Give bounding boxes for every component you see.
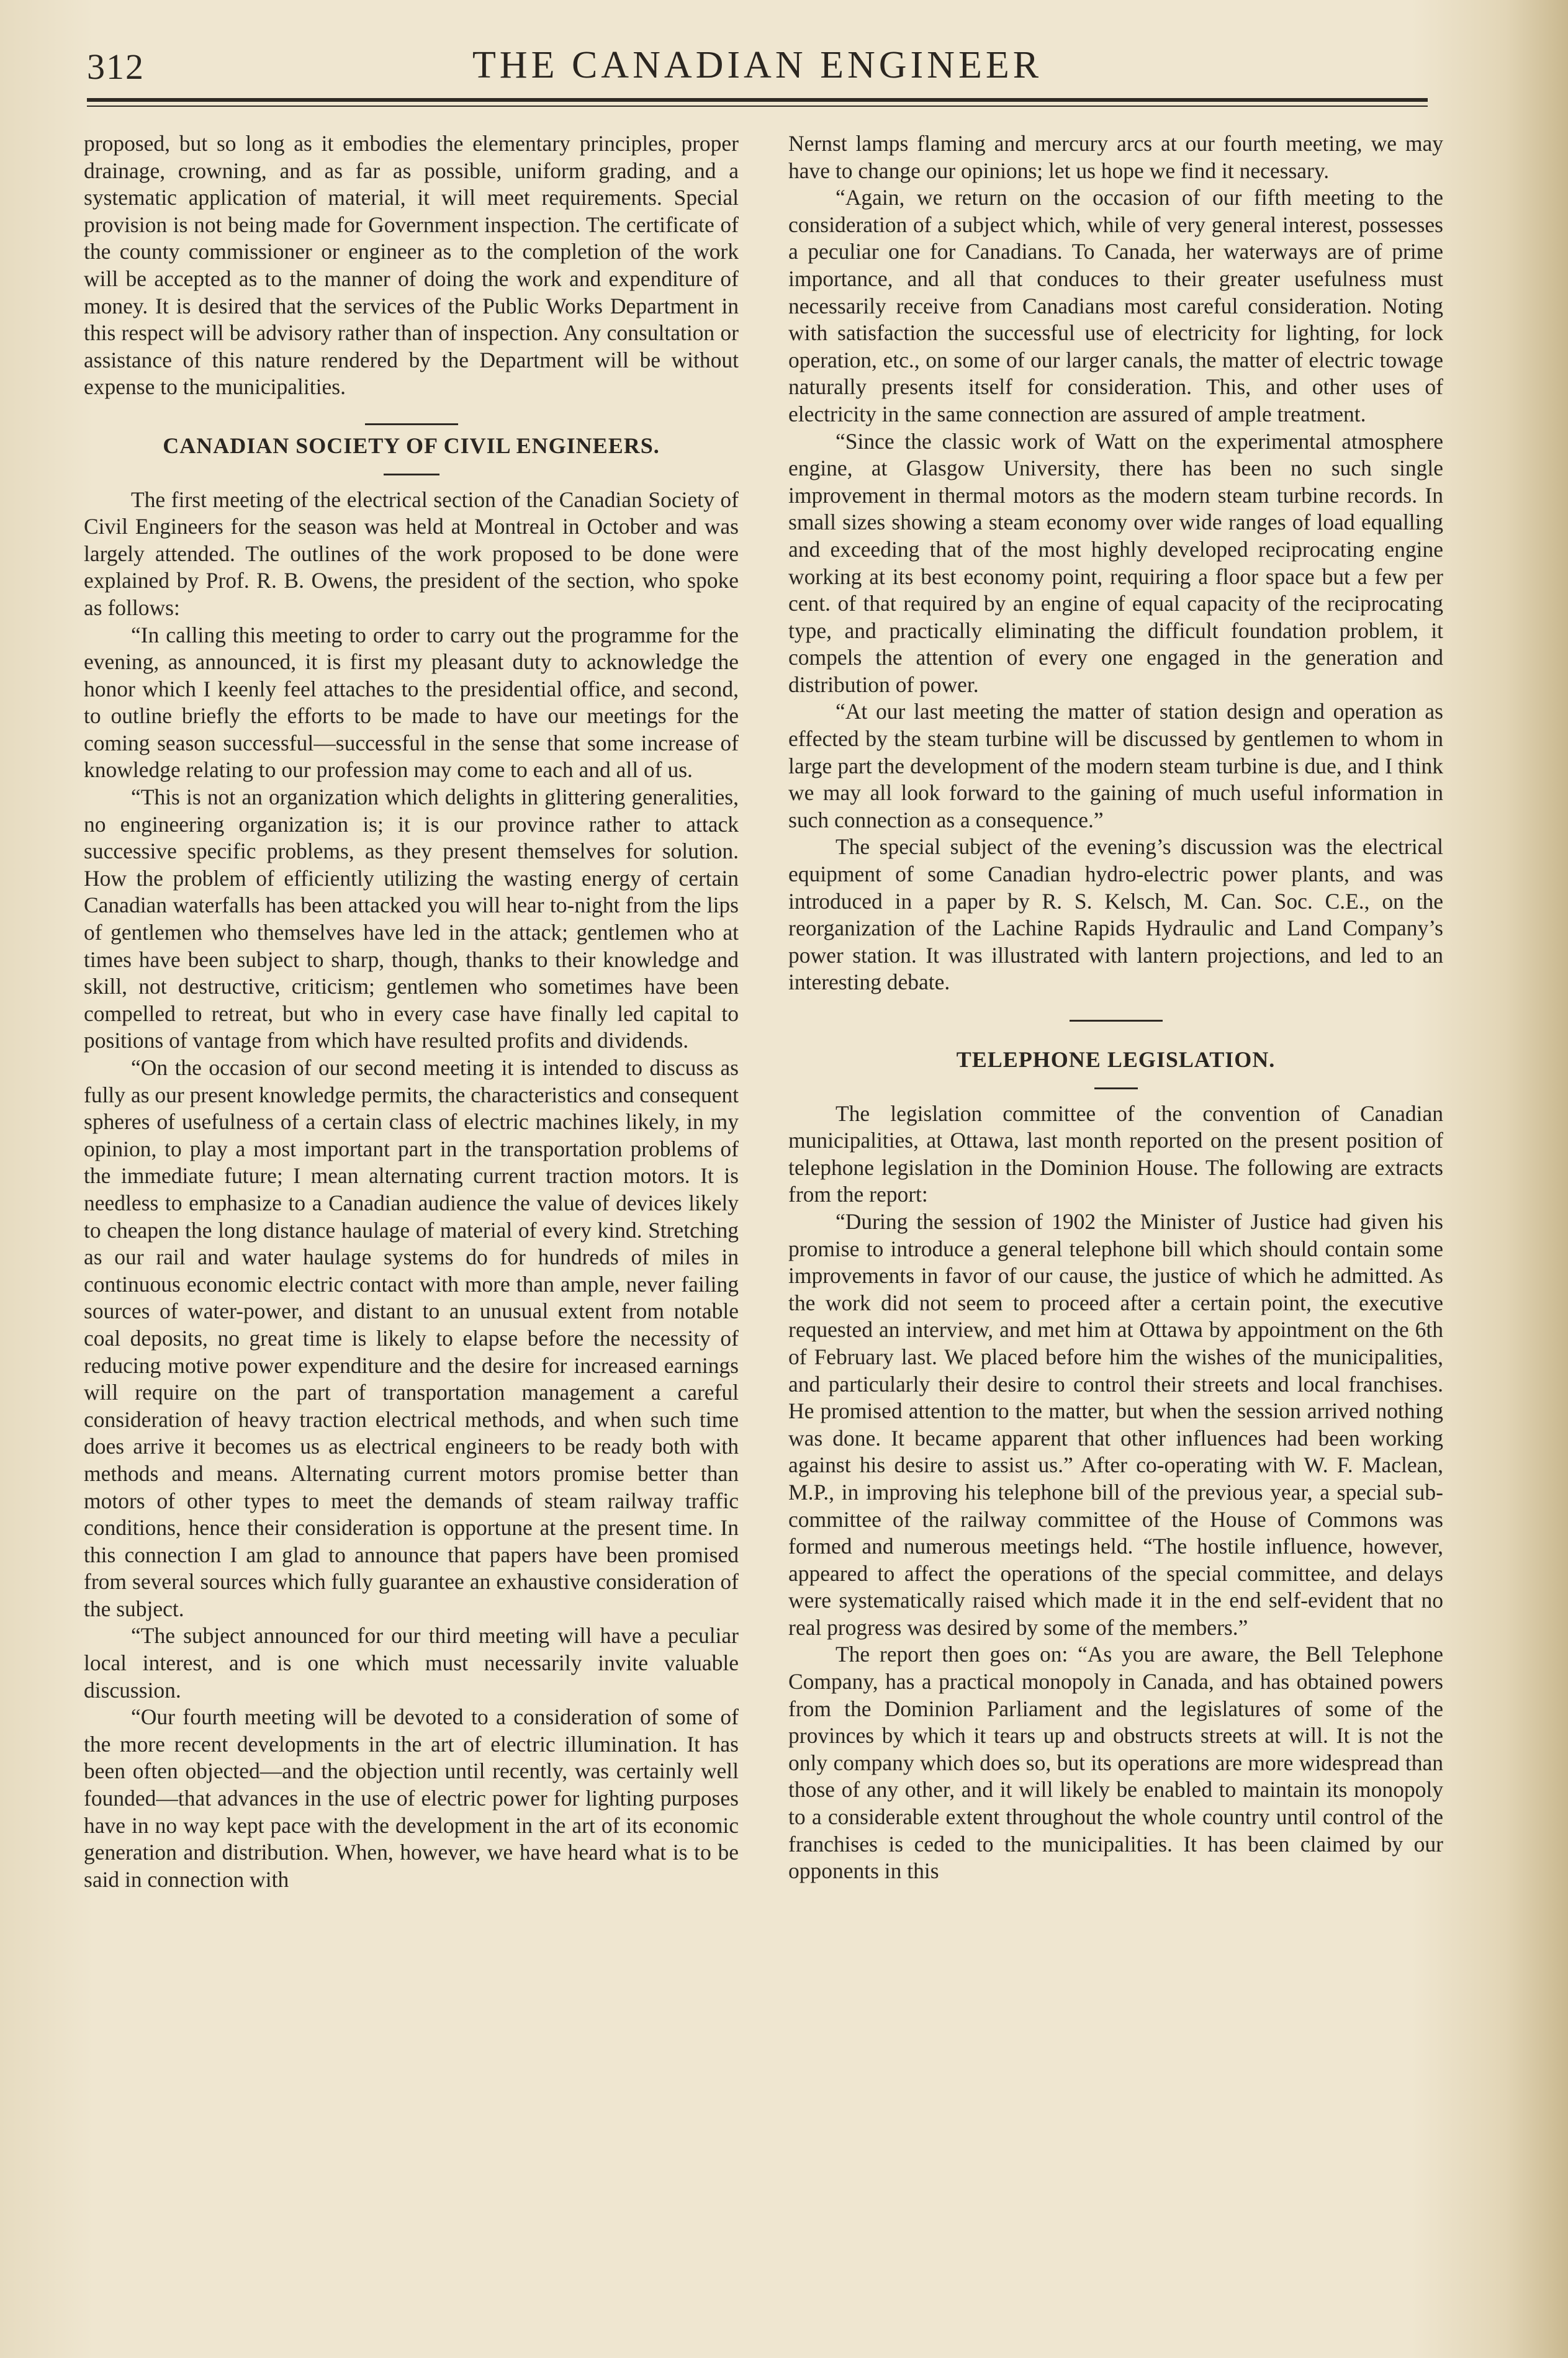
journal-title: THE CANADIAN ENGINEER bbox=[472, 44, 1043, 86]
left-column bbox=[84, 130, 739, 1893]
right-column bbox=[788, 130, 1443, 1885]
paragraph: “The subject announced for our third meeting will have a peculiar local interest, and is one which must necessarily invite valuable discussion. bbox=[84, 1623, 739, 1703]
paragraph: “In calling this meeting to order to carry out the programme for the evening, as announced, it is first my pleasant duty to acknowledge the honor which I keenly feel attaches to the presidential office, and second, to outline briefly the efforts to be made to have our meetings for the coming season successful—successful in the sense that some increase of knowledge relating to our profession may come to each and all of us. bbox=[84, 622, 739, 783]
paragraph: “During the session of 1902 the Minister of Justice had given his promise to introduce a general telephone bill which should contain some improvements in favor of our cause, the justice of which he admitted. As the work did not seem to proceed after a certain point, the executive requested an interview, and met him at Ottawa by appointment on the 6th of February last. We placed before him the wishes of the municipalities, and particularly their desire to control their streets and local franchises. He promised attention to the matter, but when the session arrived nothing was done. It became apparent that other influences had been working against his desire to assist us.” After co-operating with W. F. Maclean, M.P., in improving his telephone bill of the previous year, a special sub-committee of the railway committee of the House of Commons was formed and numerous meetings held. “The hostile influence, however, appeared to affect the operations of the special committee, and delays were systematically raised which made it in the end self-evident that no real progress was desired by some of the members.” bbox=[788, 1208, 1443, 1640]
paragraph: Nernst lamps flaming and mercury arcs at our fourth meeting, we may have to change our opinions; let us hope we find it necessary. bbox=[788, 131, 1443, 183]
paragraph: “Since the classic work of Watt on the experimental atmosphere engine, at Glasgow University, there has been no such single improvement in thermal motors as the modern steam turbine records. In small sizes showing a steam economy over wide ranges of load equalling and exceeding that of the most highly developed reciprocating engine working at its best economy point, requiring a floor space but a few per cent. of that required by an engine of equal capacity of the reciprocating type, and practically eliminating the difficult foundation problem, it compels the attention of every one engaged in the generation and distribution of power. bbox=[788, 428, 1443, 697]
intro-paragraph: proposed, but so long as it embodies the elementary principles, proper drainage, crowning, and as far as possible, uniform grading, and a systematic application of material, it will meet requirements. Special provision is not being made for Government inspection. The certificate of the county commissioner or engineer as to the completion of the work will be accepted as to the manner of doing the work and expenditure of money. It is desired that the services of the Public Works Department in this respect will be advisory rather than of inspection. Any consultation or assistance of this nature rendered by the Department will be without expense to the municipalities. bbox=[84, 131, 739, 400]
paragraph: “Again, we return on the occasion of our fifth meeting to the consideration of a subject which, while of very general interest, possesses a peculiar one for Canadians. To Canada, her waterways are of prime importance, and all that conduces to their greater usefulness must necessarily receive from Canadians most careful consideration. Noting with satisfaction the successful use of electricity for lighting, for lock operation, etc., on some of our larger canals, the matter of electric towage naturally presents itself for consideration. This, and other uses of electricity in the same connection are assured of ample treatment. bbox=[788, 185, 1443, 426]
section-divider bbox=[1070, 1020, 1163, 1022]
paragraph: “This is not an organization which delights in glittering generalities, no engineering organization is; it is our province rather to attack successive specific problems, as they present themselves for solution. How the problem of efficiently utilizing the wasting energy of certain Canadian waterfalls has been attacked you will hear to-night from the lips of gentlemen who themselves have led in the attack; gentlemen who at times have been subject to sharp, though, thanks to their knowledge and skill, not destructive, criticism; gentlemen who sometimes have been compelled to retreat, but who in every case have finally led capital to positions of vantage from which have resulted profits and dividends. bbox=[84, 785, 739, 1053]
page-number: 312 bbox=[87, 47, 145, 87]
paragraph: The first meeting of the electrical section of the Canadian Society of Civil Engineers for the season was held at Montreal in October and was largely attended. The outlines of the work proposed to be done were explained by Prof. R. B. Owens, the president of the section, who spoke as follows: bbox=[84, 487, 739, 620]
paragraph: The report then goes on: “As you are aware, the Bell Telephone Company, has a practical monopoly in Canada, and has obtained powers from the Dominion Parliament and the legislatures of some of the provinces by which it tears up and obstructs streets at will. It is not the only company which does so, but its operations are more widespread than those of any other, and it will likely be enabled to maintain its monopoly to a considerable extent throughout the whole country until control of the franchises is ceded to the municipalities. It has been claimed by our opponents in this bbox=[788, 1642, 1443, 1884]
heading-underline bbox=[384, 474, 439, 475]
page-header bbox=[87, 37, 1428, 93]
paragraph: The special subject of the evening’s discussion was the electrical equipment of some Canadian hydro-electric power plants, and was introduced in a paper by R. S. Kelsch, M. Can. Soc. C.E., on the reorganization of the Lachine Rapids Hydraulic and Land Company’s power station. It was illustrated with lantern projections, and led to an interesting debate. bbox=[788, 834, 1443, 995]
paragraph: “Our fourth meeting will be devoted to a consideration of some of the more recent developments in the art of electric illumination. It has been often objected—and the objection until recently, was certainly well founded—that advances in the use of electric power for lighting purposes have in no way kept pace with the development in the art of its economic generation and distribution. When, however, we have heard what is to be said in connection with bbox=[84, 1704, 739, 1892]
header-rule-thin bbox=[87, 106, 1428, 107]
section-heading-cse: CANADIAN SOCIETY OF CIVIL ENGINEERS. bbox=[163, 433, 660, 458]
section-heading-telephone: TELEPHONE LEGISLATION. bbox=[956, 1047, 1276, 1072]
paragraph: The legislation committee of the convention of Canadian municipalities, at Ottawa, last month reported on the present position of telephone legislation in the Dominion House. The following are extracts from the report: bbox=[788, 1100, 1443, 1207]
heading-underline bbox=[1094, 1087, 1138, 1089]
header-rule bbox=[87, 98, 1428, 102]
section-divider bbox=[365, 423, 458, 425]
paragraph: “At our last meeting the matter of station design and operation as effected by the steam turbine will be discussed by gentlemen to whom in large part the development of the modern steam turbine is due, and I think we may all look forward to the gaining of much useful information in such connection as a consequence.” bbox=[788, 699, 1443, 832]
paragraph: “On the occasion of our second meeting it is intended to discuss as fully as our present knowledge permits, the characteristics and consequent spheres of usefulness of a certain class of electric machines likely, in my opinion, to play a most important part in the transportation problems of the immediate future; I mean alternating current traction motors. It is needless to emphasize to a Canadian audience the value of devices likely to cheapen the long distance haulage of material of every kind. Stretching as our rail and water haulage systems do for hundreds of miles in continuous economic electric contact with more than ample, never failing sources of water-power, and distant to an unusual extent from notable coal deposits, no great time is likely to elapse before the necessity of reducing motive power expenditure and the desire for increased earnings will require on the part of transportation management a careful consideration of heavy traction electrical methods, and when such time does arrive it becomes us as electrical engineers to be ready both with methods and means. Alternating current motors promise better than motors of other types to meet the demands of steam railway traffic conditions, hence their consideration is opportune at the present time. In this connection I am glad to announce that papers have been promised from several sources which fully guarantee an exhaustive consideration of the subject. bbox=[84, 1055, 739, 1621]
